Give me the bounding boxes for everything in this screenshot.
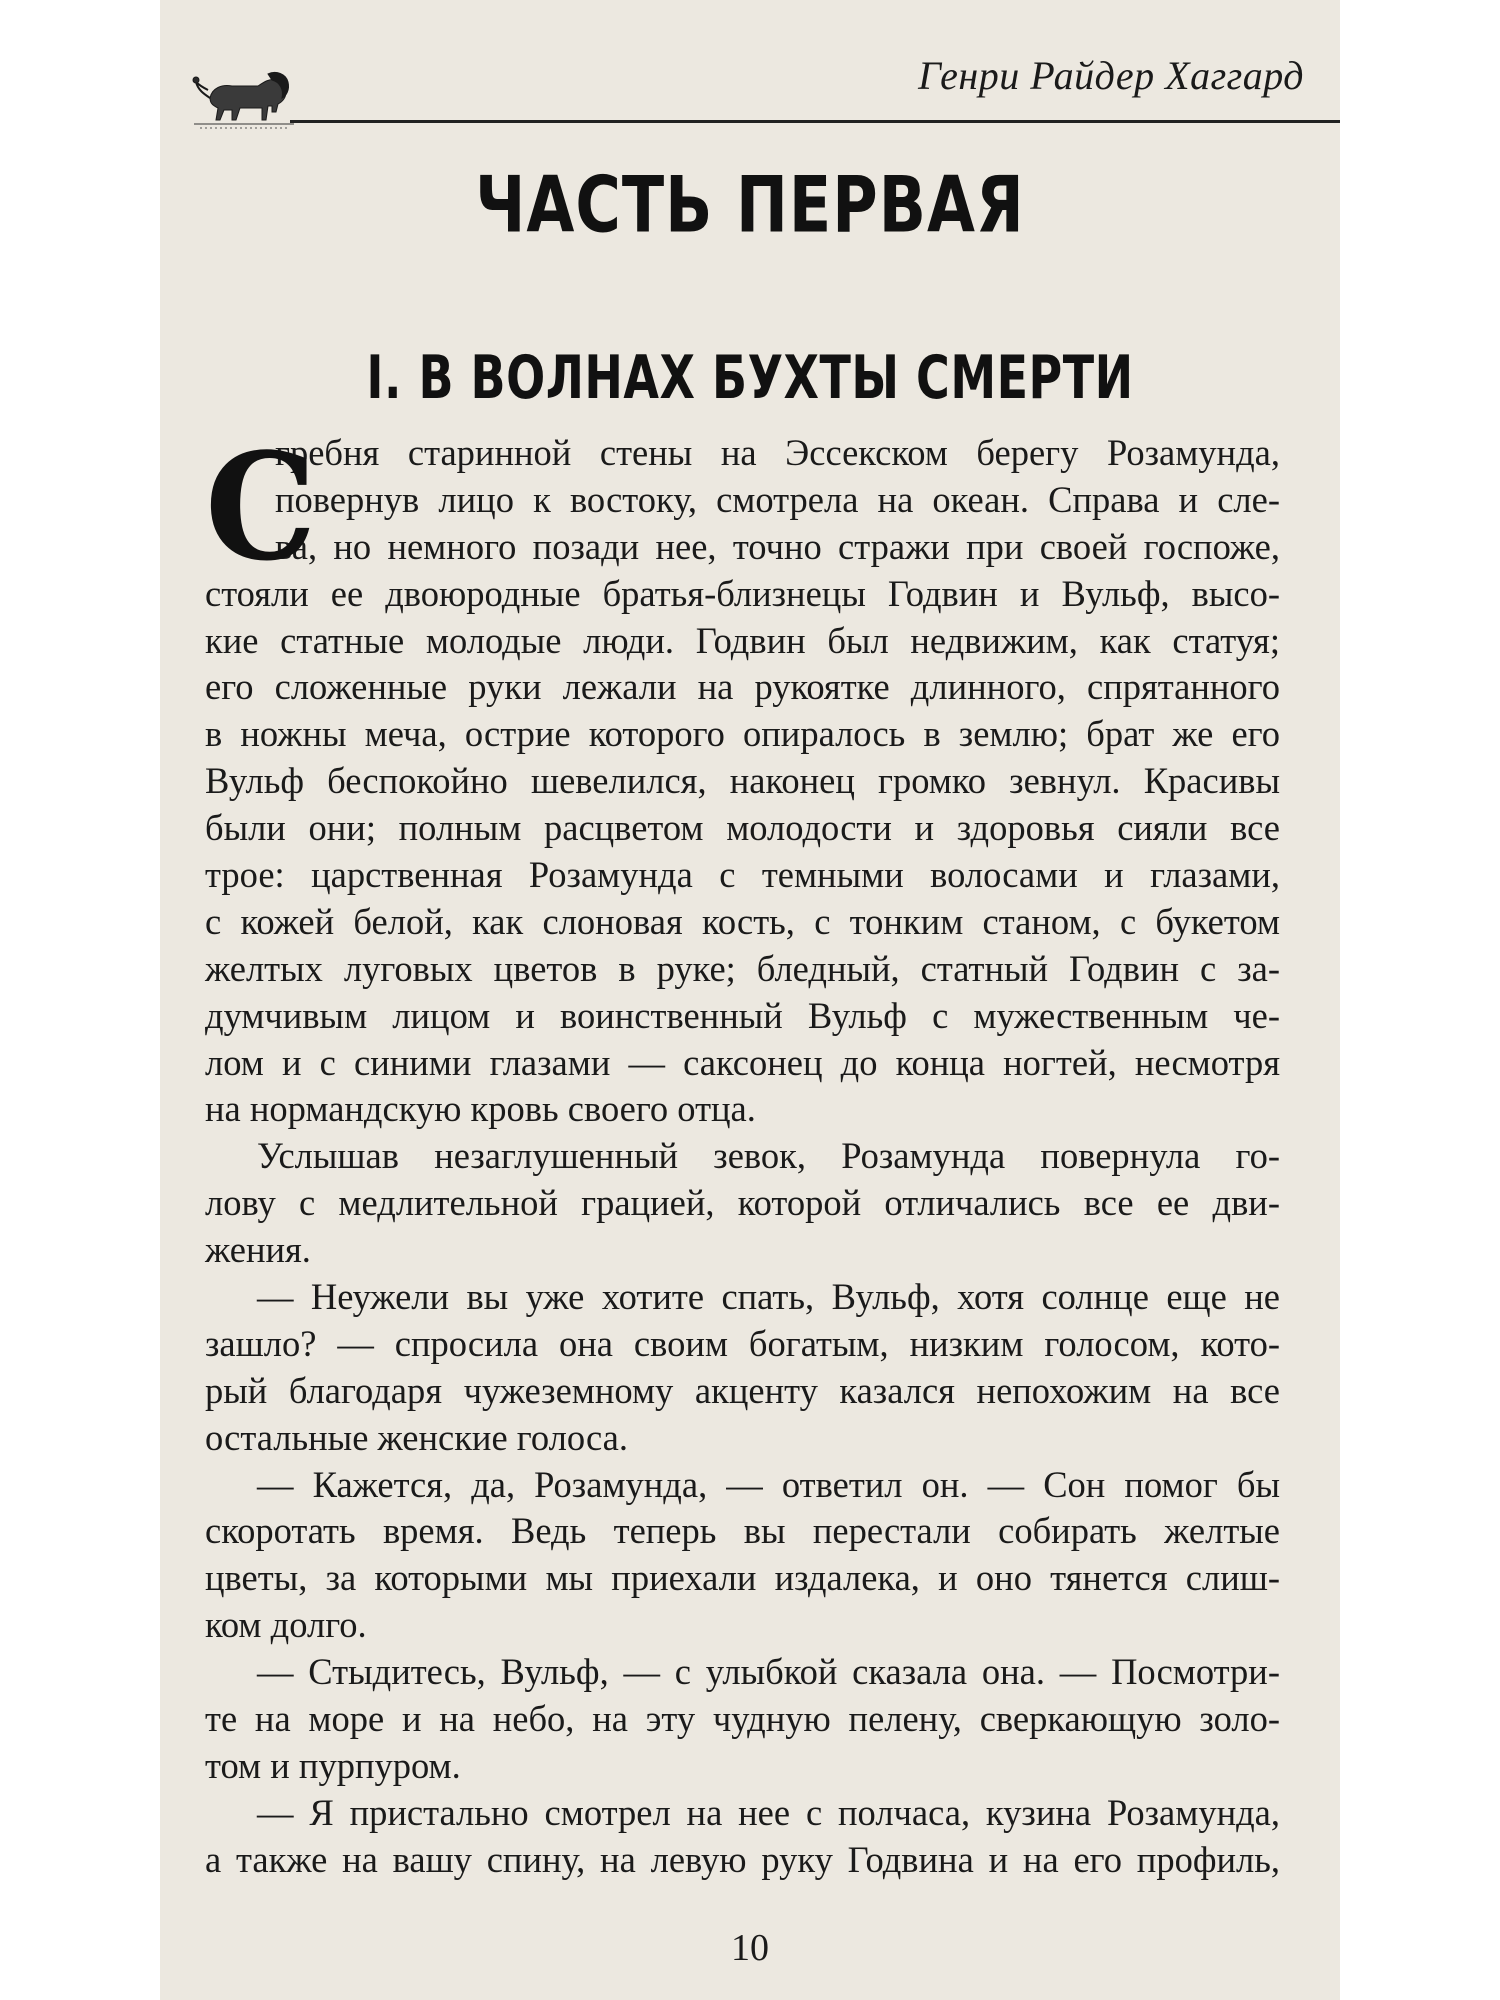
text-line: его сложенные руки лежали на рукоятке длинного, спрятанного xyxy=(205,666,1280,708)
text-line: том и пурпуром. xyxy=(205,1744,461,1786)
text-line: думчивым лицом и воинственный Вульф с мужественным че- xyxy=(205,994,1280,1036)
text-line: — Неужели вы уже хотите спать, Вульф, хотя солнце еще не xyxy=(257,1276,1280,1318)
text-line: те на море и на небо, на эту чудную пелену, сверкающую золо- xyxy=(205,1698,1280,1740)
text-line: на нормандскую кровь своего отца. xyxy=(205,1088,756,1130)
text-line: повернув лицо к востоку, смотрела на океан. Справа и сле- xyxy=(275,478,1280,520)
text-line: — Я пристально смотрел на нее с полчаса, кузина Розамунда, xyxy=(257,1791,1280,1833)
text-line: Услышав незаглушенный зевок, Розамунда повернула го- xyxy=(257,1135,1280,1177)
lion-icon xyxy=(190,60,295,135)
text-line: трое: царственная Розамунда с темными волосами и глазами, xyxy=(205,854,1280,896)
header-rule xyxy=(290,120,1340,123)
text-line: — Кажется, да, Розамунда, — ответил он. — Сон помог бы xyxy=(257,1463,1280,1505)
text-line: ком долго. xyxy=(205,1604,367,1646)
running-header xyxy=(190,40,1340,130)
chapter-title: I. В ВОЛНАХ БУХТЫ СМЕРТИ xyxy=(366,341,1134,413)
text-line: желтых луговых цветов в руке; бледный, статный Годвин с за- xyxy=(205,947,1280,989)
text-line: скоротать время. Ведь теперь вы перестали собирать желтые xyxy=(205,1510,1280,1552)
text-line: ва, но немного позади нее, точно стражи при своей госпоже, xyxy=(275,525,1280,567)
text-line: лом и с синими глазами — саксонец до конца ногтей, несмотря xyxy=(205,1041,1280,1083)
text-line: в ножны меча, острие которого опиралось в землю; брат же его xyxy=(205,713,1280,755)
text-line: — Стыдитесь, Вульф, — с улыбкой сказала она. — Посмотри- xyxy=(257,1651,1280,1693)
page-number: 10 xyxy=(731,1927,769,1969)
book-page xyxy=(160,0,1340,2000)
text-line: были они; полным расцветом молодости и здоровья сияли все xyxy=(205,807,1280,849)
text-line: Вульф беспокойно шевелился, наконец громко зевнул. Красивы xyxy=(205,760,1280,802)
drop-cap: С xyxy=(205,421,317,595)
author-name: Генри Райдер Хаггард xyxy=(918,53,1304,98)
text-line: лову с медлительной грацией, которой отличались все ее дви- xyxy=(205,1182,1280,1224)
text-line: стояли ее двоюродные братья-близнецы Годвин и Вульф, высо- xyxy=(205,572,1280,614)
part-title: ЧАСТЬ ПЕРВАЯ xyxy=(475,158,1025,251)
text-line: рый благодаря чужеземному акценту казался непохожим на все xyxy=(205,1369,1280,1411)
body-text xyxy=(205,421,1280,1884)
text-line: с кожей белой, как слоновая кость, с тонким станом, с букетом xyxy=(205,900,1280,942)
text-line: жения. xyxy=(205,1229,311,1271)
text-line: цветы, за которыми мы приехали издалека, и оно тянется слиш- xyxy=(205,1557,1280,1599)
text-line: гребня старинной стены на Эссекском берегу Розамунда, xyxy=(275,432,1280,473)
text-line: кие статные молодые люди. Годвин был недвижим, как статуя; xyxy=(205,619,1280,661)
text-line: зашло? — спросила она своим богатым, низким голосом, кото- xyxy=(205,1322,1280,1364)
text-line: а также на вашу спину, на левую руку Годвина и на его профиль, xyxy=(205,1838,1280,1880)
text-line: остальные женские голоса. xyxy=(205,1416,628,1458)
